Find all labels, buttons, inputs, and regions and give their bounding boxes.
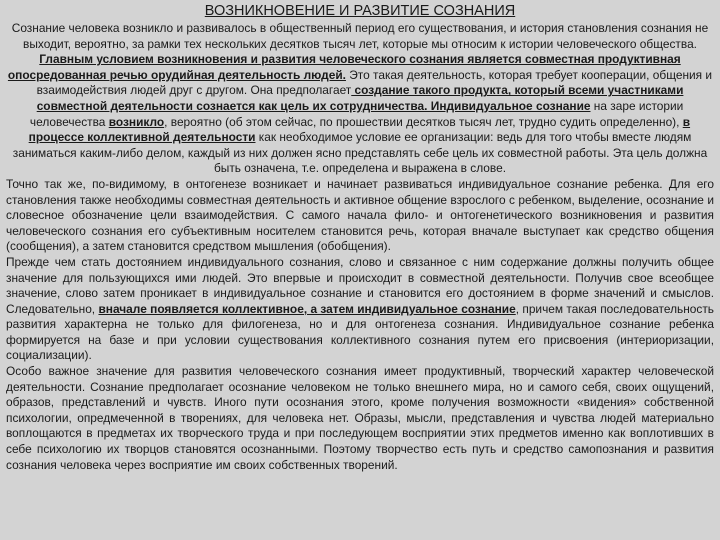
emphasis-product-goal: создание такого продукта, который всеми участниками совместной деятельности сознается как цель их сотрудничества. Индивидуальное сознание — [36, 83, 684, 113]
text-segment: на заре истории человечества — [29, 98, 684, 129]
text-segment: , вероятно (об этом сейчас, по прошествии десятков тысяч лет, трудно судить определенно), — [164, 114, 683, 129]
emphasis-arose: возникло — [108, 114, 165, 129]
paragraph-ontogenesis: Точно так же, по-видимому, в онтогенезе возникает и начинает развиваться индивидуальное сознание ребенка. Для его становления также необходимы совместная деятельность и активное общение взрослого с ребенком, выделение, осознание и словесное обозначение цели взаимодействия. С самого начала фило- и онтогенетического возникновения и развития человеческого сознания его субъективным носителем становится речь, которая вначале выступает как средство общения (сообщения), а затем становится средством мышления (обобщения). — [6, 176, 714, 254]
emphasis-collective-activity: в процессе коллективной деятельности — [28, 114, 691, 145]
emphasis-collective-then-individual: вначале появляется коллективное, а затем индивидуальное сознание — [98, 301, 516, 316]
text-segment: , причем такая последовательность развития характерна не только для филогенеза, но и для онтогенеза сознания. Индивидуальное сознание ребенка формируется на базе и при условии существования коллективного сознания путем его присвоения (интериоризации, социализации). — [6, 301, 714, 363]
text-segment: как необходимое условие ее организации: ведь для того чтобы вместе людям заниматься каким-либо делом, каждый из них должен ясно представлять себе цель их совместной работы. Эта цель должна быть означена, т.е. определена и выражена в слове. — [12, 130, 708, 176]
text-segment: Сознание человека возникло и развивалось в общественный период его существования, и история становления сознания не выходит, вероятно, за рамки тех нескольких десятков тысяч лет, которые мы относим к истории человеческого общества. — [11, 21, 709, 51]
paragraph-word-meaning — [6, 255, 714, 364]
emphasis-main-condition: Главным условием возникновения и развития человеческого сознания является совместная продуктивная опосредованная речью орудийная деятельность людей. — [7, 52, 681, 82]
paragraph-origin — [6, 21, 714, 177]
page-title: ВОЗНИКНОВЕНИЕ И РАЗВИТИЕ СОЗНАНИЯ — [204, 3, 516, 19]
paragraph-creativity: Особо важное значение для развития человеческого сознания имеет продуктивный, творческий характер человеческой деятельности. Сознание предполагает осознание человеком не только внешнего мира, но и самого себя, своих ощущений, образов, представлений и чувств. Иного пути осознания этого, кроме получения возможности «видения» собственной психологии, опредмеченной в творениях, для человека нет. Образы, мысли, представления и чувства людей материально воплощаются в предметах их творческого труда и при последующем восприятии этих предметов именно как воплотивших в себе психологию их творцов становятся осознанными. Поэтому творчество есть путь и средство самопознания и развития сознания человека через восприятие им своих собственных творений. — [6, 364, 714, 472]
text-segment: Прежде чем стать достоянием индивидуального сознания, слово и связанное с ним содержание должны получить общее значение для пользующихся ими людей. Это впервые и происходит в совместной деятельности. Получив свое всеобщее значение, слово затем проникает в индивидуальное сознание и становится его достоянием в форме значений и смыслов. Следовательно, — [6, 254, 714, 316]
text-segment: Это такая деятельность, которая требует кооперации, общения и взаимодействия людей друг с другом. Она предполагает — [36, 67, 713, 98]
